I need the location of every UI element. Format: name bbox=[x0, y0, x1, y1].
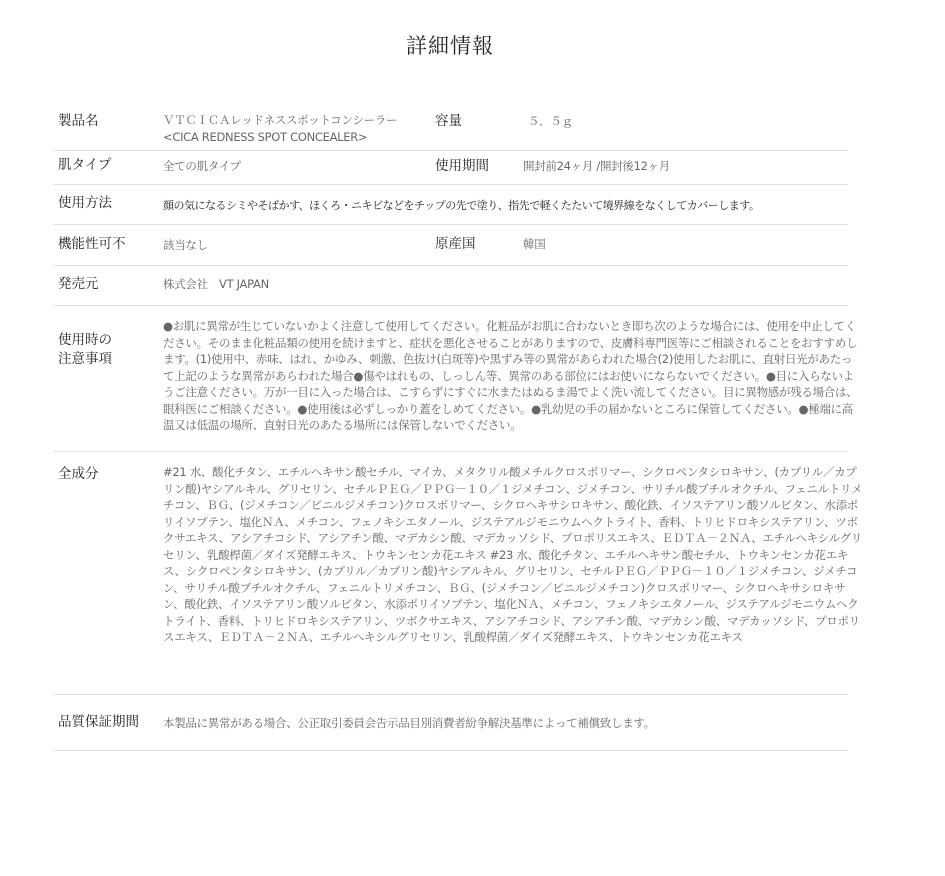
label-usage-period: 使用期間 bbox=[435, 158, 489, 174]
value-seller: 株式会社 VT JAPAN bbox=[163, 277, 269, 291]
label-volume: 容量 bbox=[435, 113, 462, 129]
label-usage: 使用方法 bbox=[58, 195, 112, 211]
value-volume: ５．５ｇ bbox=[528, 114, 573, 128]
value-product-name-jp: ＶＴＣＩＣＡレッドネススポットコンシーラー bbox=[163, 113, 398, 127]
value-warranty: 本製品に異常がある場合、公正取引委員会告示品目別消費者紛争解決基準によって補償致します。 bbox=[163, 716, 655, 730]
label-functional: 機能性可不 bbox=[58, 236, 126, 252]
value-product-name bbox=[163, 112, 397, 145]
value-ingredients: #21 水、酸化チタン、エチルヘキサン酸セチル、マイカ、メタクリル酸メチルクロスポリマー、シクロペンタシロキサン、(カプリル／カプリン酸)ヤシアルキル、グリセリン、セチルＰＥＧ／ＰＰＧ－１０／１ジメチコン、ジメチコン、サリチル酸ブチルオクチル、フェニルトリメチコン、ＢＧ、(ジメチコン／ビニルジメチコン)クロスポリマー、シクロヘキサシロキサン、酸化鉄、イソステアリン酸ソルビタン、水添ポリイソプテン、塩化ＮＡ、メチコン、フェノキシエタノール、ジステアルジモニウムヘクトライト、香料、トリヒドロキシステアリン、ツボクサエキス、アシアチコシド、アシアチン酸、マデカシン酸、マデカッソシド、プロポリスエキス、ＥＤＴＡ－２ＮＡ、エチルヘキシルグリセリン、乳酸桿菌／ダイズ発酵エキス、トウキンセンカ花エキス #23 水、酸化チタン、エチルヘキサン酸セチル、トウキンセンカ花エキス、シクロペンタシロキサン、(カプリル／カプリン酸)ヤシアルキル、グリセリン、セチルＰＥＧ／ＰＰＧ－１０／１ジメチコン、ジメチコン、サリチル酸ブチルオクチル、フェニルトリメチコン、ＢＧ、(ジメチコン／ビニルジメチコン)クロスポリマー、シクロヘキサシロキサン、酸化鉄、イソステアリン酸ソルビタン、水添ポリイソプテン、塩化ＮＡ、メチコン、フェノキシエタノール、ジステアルジモニウムヘクトライト、香料、トリヒドロキシステアリン、ツボクサエキス、アシアチコシド、アシアチン酸、マデカシン酸、マデカッソシド、プロポリスエキス、ＥＤＴＡ－２ＮＡ、エチルヘキシルグリセリン、乳酸桿菌／ダイズ発酵エキス、トウキンセンカ花エキス bbox=[163, 465, 863, 644]
label-product-name: 製品名 bbox=[58, 113, 99, 129]
label-origin: 原産国 bbox=[435, 236, 476, 252]
value-usage-period: 開封前24ヶ月 /開封後12ヶ月 bbox=[523, 159, 670, 173]
label-skin-type: 肌タイプ bbox=[58, 157, 112, 173]
page-title: 詳細情報 bbox=[406, 34, 494, 58]
label-seller: 発売元 bbox=[58, 276, 99, 292]
value-skin-type: 全ての肌タイプ bbox=[163, 159, 241, 173]
value-usage: 顔の気になるシミやそばかす、ほくろ・ニキビなどをチップの先で塗り、指先で軽くたたいて境界線をなくしてカバーします。 bbox=[163, 199, 760, 212]
row-functional bbox=[53, 224, 848, 266]
row-product-name bbox=[53, 104, 848, 151]
value-cautions: ●お肌に異常が生じていないかよく注意して使用してください。化粧品がお肌に合わないとき即ち次のような場合には、使用を中止してください。そのまま化粧品類の使用を続けますと、症状を悪化させることがありますので、皮膚科専門医等にご相談されることをおすすめします。(1)使用中、赤味、はれ、かゆみ、刺激、色抜け(白斑等)や黒ずみ等の異常があらわれた場合(2)使用したお肌に、直射日光があたって上記のような異常があらわれた場合●傷やはれもの、しっしん等、異常のある部位にはお使いにならないでください。●目に入らないようご注意ください。万が一目に入った場合は、こすらずにすぐに水またはぬるま湯でよく洗い流してください。目に異物感が残る場合は、眼科医にご相談ください。●使用後は必ずしっかり蓋をしめてください。●乳幼児の手の届かないところに保管してください。●極端に高温又は低温の場所、直射日光のあたる場所には保管しないでください。 bbox=[163, 319, 858, 432]
row-seller bbox=[53, 265, 848, 306]
row-skin-type bbox=[53, 150, 848, 185]
row-warranty bbox=[53, 694, 848, 751]
value-product-name-en: <CICA REDNESS SPOT CONCEALER> bbox=[163, 129, 368, 144]
row-usage bbox=[53, 184, 848, 225]
value-origin: 韓国 bbox=[523, 237, 546, 251]
row-cautions bbox=[53, 305, 858, 452]
label-cautions: 使用時の 注意事項 bbox=[58, 332, 112, 367]
row-ingredients bbox=[53, 451, 863, 695]
label-warranty: 品質保証期間 bbox=[58, 714, 139, 730]
value-functional: 該当なし bbox=[163, 238, 208, 252]
label-ingredients: 全成分 bbox=[58, 466, 99, 482]
